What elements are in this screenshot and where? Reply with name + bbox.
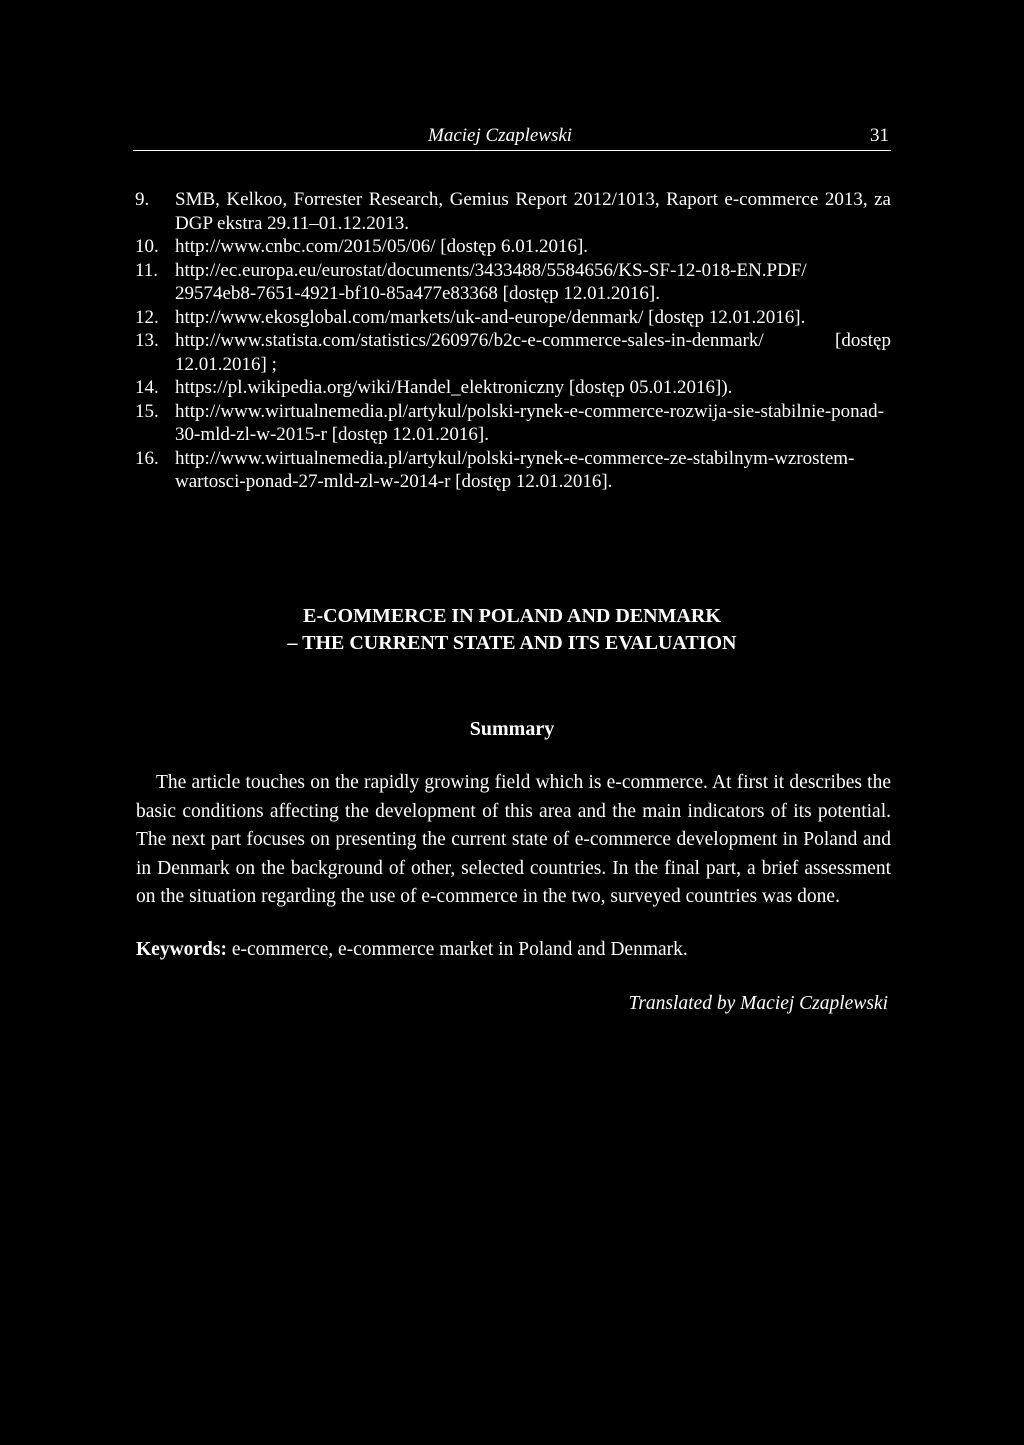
summary-heading: Summary [469,718,555,740]
reference-text: http://www.cnbc.com/2015/05/06/ [dostęp 6.01.2016]. [175,236,589,257]
reference-number: 11. [135,259,159,281]
reference-item [133,400,891,447]
page-number: 31 [870,125,889,146]
keywords-line [136,936,891,964]
reference-item [133,235,891,259]
reference-item [133,188,891,235]
reference-item [133,376,891,400]
reference-number: 14. [135,377,159,398]
reference-number: 13. [135,330,159,351]
reference-number: 15. [135,400,159,422]
translator-credit: Translated by Maciej Czaplewski [628,993,888,1014]
reference-item [133,259,891,306]
reference-number: 12. [135,306,159,328]
keywords-text: e-commerce, e-commerce market in Poland and Denmark. [231,939,688,960]
running-header [133,122,891,151]
reference-text: http://www.statista.com/statistics/260976/b2c-e-commerce-sales-in-denmark/ [dostęp 12.01.2016] ; [175,330,891,375]
reference-number: 16. [135,447,159,469]
reference-item [133,447,891,494]
reference-number: 10. [135,236,159,257]
title-line-2: – THE CURRENT STATE AND ITS EVALUATION [287,632,737,654]
reference-text: http://www.wirtualnemedia.pl/artykul/polski-rynek-e-commerce-ze-stabilnym-wzrostem-wartosci-ponad-27-mld-zl-w-2014-r [dostęp 12.01.2016]. [175,447,855,492]
reference-item [133,329,891,376]
summary-paragraph: The article touches on the rapidly growing field which is e-commerce. At first it describes the basic conditions affecting the development of this area and the main indicators of its potential. The next part focuses on presenting the current state of e-commerce development in Poland and in Denmark on the background of other, selected countries. In the final part, a brief assessment on the situation regarding the use of e-commerce in the two, surveyed countries was done. [136,772,891,907]
reference-text: SMB, Kelkoo, Forrester Research, Gemius Report 2012/1013, Raport e-commerce 2013, za DGP ekstra 29.11–01.12.2013. [175,189,891,234]
reference-item [133,306,891,330]
header-author: Maciej Czaplewski [428,125,573,146]
keywords-label: Keywords: [136,939,227,960]
reference-text: https://pl.wikipedia.org/wiki/Handel_elektroniczny [dostęp 05.01.2016]). [175,377,733,398]
reference-number: 9. [135,189,150,210]
reference-text: http://www.wirtualnemedia.pl/artykul/polski-rynek-e-commerce-rozwija-sie-stabilnie-ponad-30-mld-zl-w-2015-r [dostęp 12.01.2016]. [175,400,884,445]
title-line-1: E-COMMERCE IN POLAND AND DENMARK [303,605,721,627]
reference-text: http://www.ekosglobal.com/markets/uk-and-europe/denmark/ [dostęp 12.01.2016]. [175,306,806,328]
reference-text: http://ec.europa.eu/eurostat/documents/3433488/5584656/KS-SF-12-018-EN.PDF/ 29574eb8-7651-4921-bf10-85a477e83368 [dostęp 12.01.2016]. [175,259,807,304]
article-title [133,603,891,657]
reference-list [133,188,891,494]
